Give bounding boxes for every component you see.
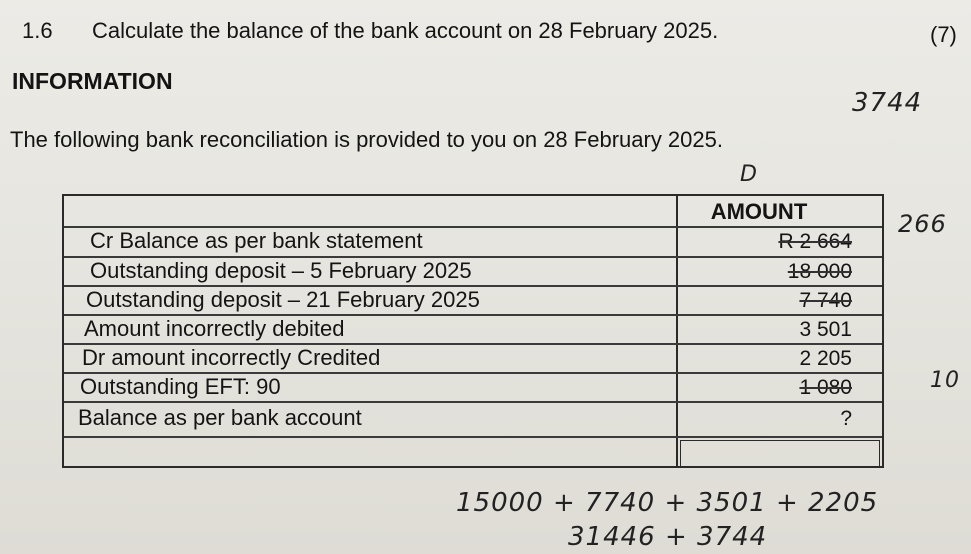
handwritten-total-note: 3744 [852, 88, 923, 118]
handwritten-margin-note: 266 [898, 210, 947, 238]
row-label-incorrectly-debited: Amount incorrectly debited [84, 316, 345, 341]
amount-column-header: AMOUNT [710, 199, 808, 224]
row-amount-deposit-5-feb: 18 000 [787, 260, 852, 283]
row-divider [64, 436, 882, 438]
answer-box [680, 440, 880, 468]
handwritten-margin-note-2: 10 [930, 368, 960, 393]
information-heading: INFORMATION [12, 68, 173, 94]
intro-text: The following bank reconciliation is provided to you on 28 February 2025. [10, 127, 723, 152]
handwritten-sum-line: 15000 + 7740 + 3501 + 2205 [456, 488, 879, 518]
handwritten-initial: D [740, 162, 758, 187]
row-label-cr-balance: Cr Balance as per bank statement [90, 228, 423, 253]
bank-reconciliation-table [62, 194, 884, 468]
row-label-outstanding-eft: Outstanding EFT: 90 [80, 374, 281, 399]
question-text: Calculate the balance of the bank account on 28 February 2025. [92, 18, 719, 43]
row-amount-cr-balance: R 2 664 [778, 230, 852, 253]
row-label-deposit-21-feb: Outstanding deposit – 21 February 2025 [86, 287, 480, 312]
row-label-balance-bank-account: Balance as per bank account [78, 405, 362, 430]
handwritten-sum-line-2: 31446 + 3744 [568, 522, 768, 552]
row-label-deposit-5-feb: Outstanding deposit – 5 February 2025 [90, 258, 472, 283]
row-amount-deposit-21-feb: 7 740 [799, 289, 852, 312]
marks-label: (7) [930, 22, 957, 47]
row-amount-outstanding-eft: 1 080 [799, 376, 852, 399]
row-label-incorrectly-credited: Dr amount incorrectly Credited [82, 345, 381, 370]
row-amount-incorrectly-debited: 3 501 [799, 318, 852, 341]
row-amount-balance-bank-account: ? [840, 407, 852, 430]
row-amount-incorrectly-credited: 2 205 [799, 347, 852, 370]
question-number: 1.6 [22, 18, 53, 43]
